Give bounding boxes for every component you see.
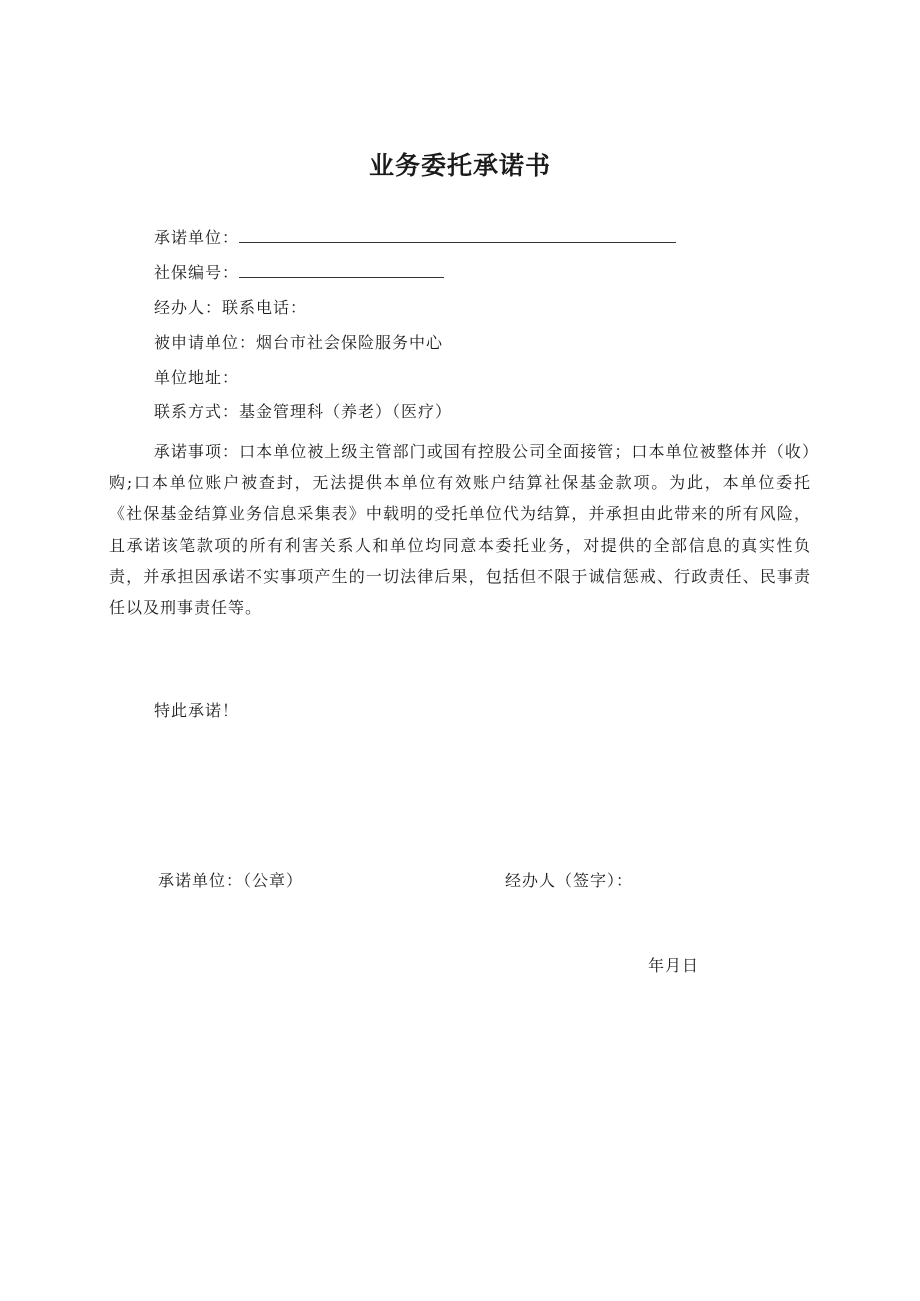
unit-seal-signature: 承诺单位：（公章）: [158, 871, 304, 890]
commitment-paragraph: 承诺事项：口本单位被上级主管部门或国有控股公司全面接管；口本单位被整体并（收）购;口本单位账户被查封，无法提供本单位有效账户结算社保基金款项。为此，本单位委托《社保基金结算业务信息采集表》中载明的受托单位代为结算，并承担由此带来的所有风险，且承诺该笔款项的所有利害关系人和单位均同意本委托业务，对提供的全部信息的真实性负责，并承担因承诺不实事项产生的一切法律后果，包括但不限于诚信惩戒、行政责任、民事责任以及刑事责任等。: [109, 442, 811, 618]
social-security-no-label: 社保编号：: [154, 263, 240, 282]
pledging-unit-label: 承诺单位：: [154, 228, 240, 247]
closing-statement: 特此承诺！: [154, 701, 240, 720]
applied-unit-field: 被申请单位：烟台市社会保险服务中心: [154, 333, 444, 352]
handler-signature: 经办人（签字）：: [505, 871, 634, 890]
social-security-no-blank[interactable]: [239, 263, 444, 278]
document-title: 业务委托承诺书: [368, 151, 551, 180]
social-security-no-field: [154, 263, 444, 283]
unit-address-field: 单位地址：: [154, 368, 240, 387]
pledging-unit-field: [154, 228, 676, 248]
pledging-unit-blank[interactable]: [239, 228, 676, 243]
signature-date: 年月日: [648, 956, 700, 975]
handler-contact-field: 经办人：联系电话：: [154, 298, 308, 317]
contact-method-field: 联系方式：基金管理科（养老）（医疗）: [154, 402, 453, 421]
